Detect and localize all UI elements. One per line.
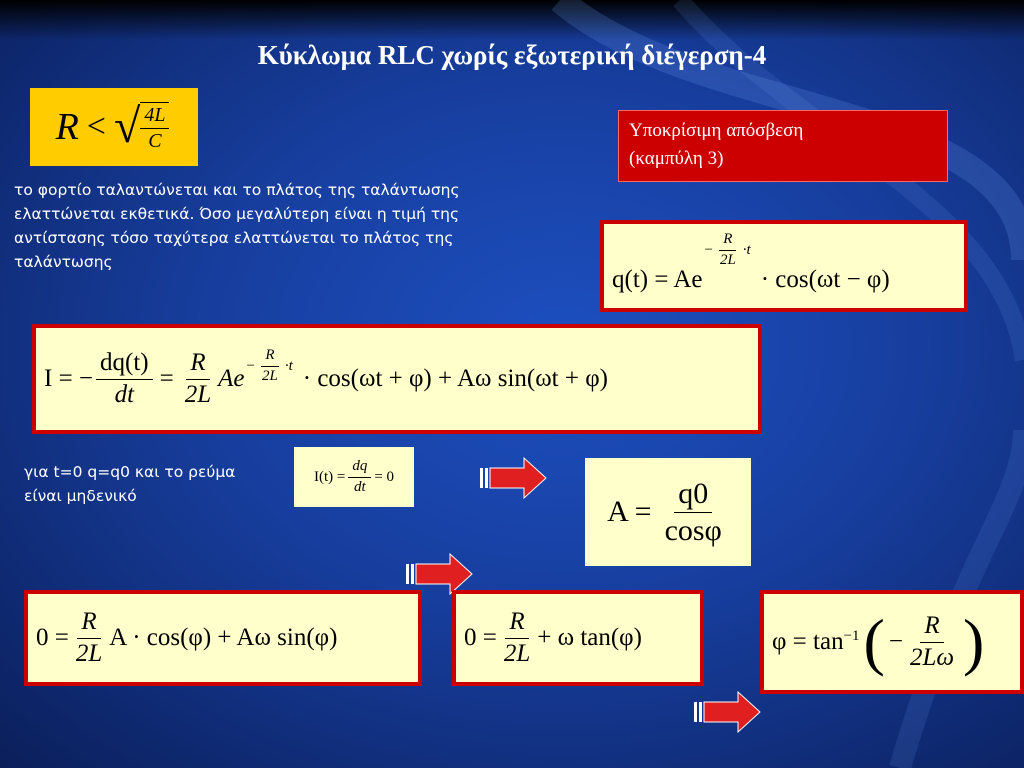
- eq-i-exp-sign: −: [246, 358, 255, 374]
- charge-equation-box: [600, 220, 968, 312]
- initial-line2: είναι μηδενικό: [24, 487, 137, 505]
- eq-1-lhs: 0 =: [36, 624, 69, 651]
- eq-i0-frac: [348, 459, 371, 496]
- eq-q-exp-frac: [716, 232, 740, 269]
- initial-condition-text: [24, 460, 304, 508]
- condition-den: C: [148, 130, 162, 152]
- eq-q-exp-den: 2L: [719, 251, 736, 268]
- eq-i-f1-num: dq(t): [96, 350, 153, 379]
- eq-i-exponent: [247, 348, 293, 385]
- eq-2-rhs: + ω tan(φ): [537, 624, 642, 651]
- eq-3-lhs: φ = tan: [772, 628, 844, 655]
- eq-i-exp-frac: [258, 348, 282, 385]
- eq-i-ae: Ae: [218, 365, 245, 392]
- eq-3-minus: −: [888, 628, 903, 655]
- eq-q-exponent: [704, 232, 750, 269]
- damping-label-line1: Υποκρίσιμη απόσβεση: [629, 120, 804, 141]
- eq-i-f2-num: R: [186, 350, 209, 379]
- paragraph-line: το φορτίο ταλαντώνεται και το πλάτος της ταλάντωσης: [14, 181, 460, 199]
- eq-i-exp-den: 2L: [262, 368, 278, 384]
- zero-current-box: [294, 447, 414, 507]
- condition-num: 4L: [140, 105, 169, 129]
- eq-a-lhs: A =: [607, 495, 652, 528]
- eq-i-frac2: [181, 350, 215, 408]
- eq-i0-lhs: I(t) =: [313, 468, 346, 485]
- eq-i-f2-den: 2L: [184, 380, 212, 408]
- phase-equation-1: [36, 609, 337, 667]
- eq-i0-rhs: = 0: [374, 468, 395, 485]
- eq-i-lhs: I = −: [44, 365, 94, 392]
- eq-2-lhs: 0 =: [464, 624, 497, 651]
- paragraph-line: αντίστασης τόσο ταχύτερα ελαττώνεται το πλάτος της: [14, 229, 454, 247]
- eq-1-rhs: A · cos(φ) + Aω sin(φ): [109, 624, 338, 651]
- eq-i-f1-den: dt: [114, 380, 135, 408]
- eq-i-exp-t: ·t: [284, 358, 293, 374]
- eq-1-num: R: [77, 609, 100, 638]
- description-paragraph: [14, 178, 534, 274]
- phase-equation-2: [464, 609, 642, 667]
- eq-i-exp-num: R: [261, 348, 278, 367]
- arrow-right-icon: [478, 456, 548, 500]
- eq-3-open-paren: (: [863, 606, 885, 677]
- amplitude-equation: [607, 478, 729, 546]
- eq-3-den: 2Lω: [909, 643, 955, 671]
- eq-1-den: 2L: [75, 639, 103, 667]
- arrow-right-icon: [692, 690, 762, 734]
- condition-fraction: [140, 102, 169, 152]
- current-equation: [44, 347, 608, 408]
- eq-3-frac: [906, 613, 958, 671]
- phase-equation-3-box: [760, 590, 1024, 694]
- damping-label: [618, 110, 948, 182]
- charge-equation: [612, 231, 890, 302]
- zero-current-equation: [314, 459, 394, 496]
- eq-q-exp-t: ·t: [742, 241, 751, 258]
- eq-3-sup: −1: [843, 628, 860, 644]
- eq-i-rhs: · cos(ωt + φ) + Aω sin(ωt + φ): [302, 365, 608, 392]
- eq-q-exp-sign: −: [704, 241, 713, 258]
- amplitude-box: [585, 458, 751, 566]
- eq-q-lhs: q(t) = Ae: [612, 266, 703, 293]
- phase-equation-1-box: [24, 590, 422, 686]
- phase-equation-3: [772, 606, 985, 677]
- sqrt-icon: √: [113, 100, 141, 153]
- eq-i0-den: dt: [353, 478, 366, 495]
- paragraph-line: ταλάντωσης: [14, 253, 113, 271]
- paragraph-line: ελαττώνεται εκθετικά. Όσο μεγαλύτερη είναι η τιμή της: [14, 205, 460, 223]
- eq-i-frac1: [96, 350, 153, 408]
- top-band: [0, 0, 1024, 40]
- damping-label-line2: (καμπύλη 3): [629, 147, 724, 169]
- eq-a-den: cosφ: [664, 513, 722, 547]
- eq-q-exp-num: R: [719, 232, 736, 251]
- eq-3-close-paren: ): [963, 606, 985, 677]
- condition-box: [30, 88, 198, 166]
- phase-equation-2-box: [452, 590, 704, 686]
- eq-2-num: R: [505, 609, 528, 638]
- eq-3-num: R: [920, 613, 943, 642]
- condition-rel: <: [86, 108, 106, 145]
- slide-title: Κύκλωμα RLC χωρίς εξωτερική διέγερση-4: [257, 40, 767, 70]
- eq-1-frac: [72, 609, 106, 667]
- current-equation-box: [32, 324, 762, 434]
- initial-line1: για t=0 q=q0 και το ρεύμα: [24, 463, 236, 481]
- eq-q-rhs: · cos(ωt − φ): [760, 266, 890, 293]
- condition-lhs: R: [55, 106, 79, 148]
- eq-a-frac: [661, 478, 726, 546]
- eq-i-eq: =: [159, 365, 174, 392]
- eq-2-den: 2L: [503, 639, 531, 667]
- eq-a-num: q0: [674, 478, 712, 513]
- eq-2-frac: [500, 609, 534, 667]
- eq-i0-num: dq: [348, 459, 371, 478]
